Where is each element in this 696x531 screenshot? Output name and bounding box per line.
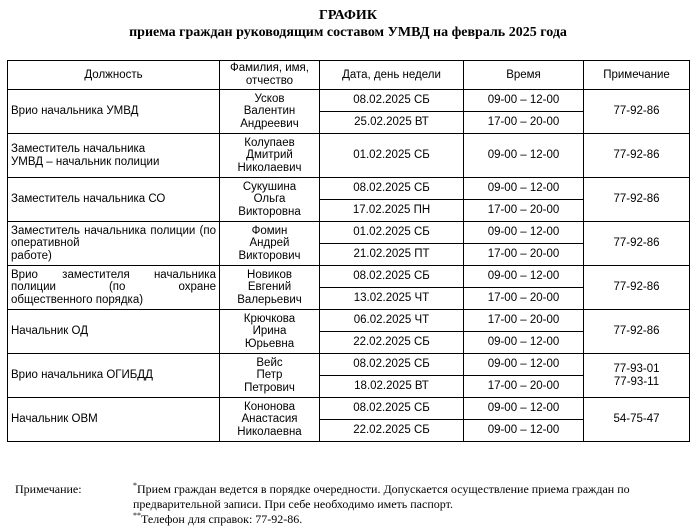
date-cell: 08.02.2025 СБ <box>320 178 464 200</box>
table-row <box>8 354 690 376</box>
date-cell: 22.02.2025 СБ <box>320 332 464 354</box>
position-cell: Начальник ОД <box>8 310 220 354</box>
time-cell: 17-00 – 20-00 <box>464 288 584 310</box>
table-row <box>8 310 690 332</box>
time-cell: 17-00 – 20-00 <box>464 112 584 134</box>
header-time: Время <box>464 61 584 90</box>
time-cell: 17-00 – 20-00 <box>464 376 584 398</box>
fio-cell: Сукушина Ольга Викторовна <box>220 178 320 222</box>
page-subtitle: приема граждан руководящим составом УМВД на февраль 2025 года <box>129 25 567 40</box>
table-row <box>8 266 690 288</box>
header-note: Примечание <box>584 61 690 90</box>
table-row <box>8 222 690 244</box>
footnote-text <box>133 482 683 527</box>
date-cell: 08.02.2025 СБ <box>320 354 464 376</box>
note-cell: 77-92-86 <box>584 310 690 354</box>
table-row <box>8 398 690 420</box>
position-cell: Начальник ОВМ <box>8 398 220 442</box>
position-cell: Врио начальника УМВД <box>8 90 220 134</box>
header-row <box>8 61 690 90</box>
footnote-label: Примечание: <box>15 482 82 496</box>
date-cell: 17.02.2025 ПН <box>320 200 464 222</box>
time-cell: 17-00 – 20-00 <box>464 244 584 266</box>
time-cell: 09-00 – 12-00 <box>464 134 584 178</box>
date-cell: 13.02.2025 ЧТ <box>320 288 464 310</box>
time-cell: 09-00 – 12-00 <box>464 266 584 288</box>
footnote-line-2: **Телефон для справок: 77-92-86. <box>133 511 303 526</box>
position-cell: Заместитель начальника УМВД – начальник полиции <box>8 134 220 178</box>
fio-cell: Новиков Евгений Валерьевич <box>220 266 320 310</box>
fio-cell: Вейс Петр Петрович <box>220 354 320 398</box>
header-position: Должность <box>8 61 220 90</box>
time-cell: 09-00 – 12-00 <box>464 178 584 200</box>
position-cell: Заместитель начальника СО <box>8 178 220 222</box>
header-date: Дата, день недели <box>320 61 464 90</box>
table-row <box>8 178 690 200</box>
time-cell: 09-00 – 12-00 <box>464 398 584 420</box>
note-cell: 54-75-47 <box>584 398 690 442</box>
time-cell: 09-00 – 12-00 <box>464 90 584 112</box>
schedule-table <box>7 60 690 442</box>
position-cell: Врио начальника ОГИБДД <box>8 354 220 398</box>
note-cell: 77-92-86 <box>584 222 690 266</box>
time-cell: 17-00 – 20-00 <box>464 200 584 222</box>
footnote-line-1: *Прием граждан ведется в порядке очередности. Допускается осуществление приема граждан по предварительной записи. При себе необходимо иметь паспорт. <box>133 481 630 511</box>
time-cell: 17-00 – 20-00 <box>464 310 584 332</box>
position-cell: Заместитель начальника полиции (по оперативной работе) <box>8 222 220 266</box>
time-cell: 09-00 – 12-00 <box>464 222 584 244</box>
date-cell: 21.02.2025 ПТ <box>320 244 464 266</box>
table-row <box>8 90 690 112</box>
date-cell: 18.02.2025 ВТ <box>320 376 464 398</box>
fio-cell: Кононова Анастасия Николаевна <box>220 398 320 442</box>
date-cell: 06.02.2025 ЧТ <box>320 310 464 332</box>
page-title: ГРАФИК <box>319 8 377 23</box>
fio-cell: Фомин Андрей Викторович <box>220 222 320 266</box>
date-cell: 08.02.2025 СБ <box>320 90 464 112</box>
date-cell: 22.02.2025 СБ <box>320 420 464 442</box>
date-cell: 08.02.2025 СБ <box>320 266 464 288</box>
note-cell: 77-92-86 <box>584 266 690 310</box>
date-cell: 01.02.2025 СБ <box>320 134 464 178</box>
fio-cell: Колупаев Дмитрий Николаевич <box>220 134 320 178</box>
date-cell: 08.02.2025 СБ <box>320 398 464 420</box>
date-cell: 25.02.2025 ВТ <box>320 112 464 134</box>
position-cell: Врио заместителя начальника полиции (по охране общественного порядка) <box>8 266 220 310</box>
time-cell: 09-00 – 12-00 <box>464 354 584 376</box>
fio-cell: Усков Валентин Андреевич <box>220 90 320 134</box>
table-row <box>8 134 690 178</box>
date-cell: 01.02.2025 СБ <box>320 222 464 244</box>
fio-cell: Крючкова Ирина Юрьевна <box>220 310 320 354</box>
time-cell: 09-00 – 12-00 <box>464 420 584 442</box>
time-cell: 09-00 – 12-00 <box>464 332 584 354</box>
note-cell: 77-92-86 <box>584 134 690 178</box>
header-fio: Фамилия, имя, отчество <box>220 61 320 90</box>
note-cell: 77-93-01 77-93-11 <box>584 354 690 398</box>
note-cell: 77-92-86 <box>584 90 690 134</box>
note-cell: 77-92-86 <box>584 178 690 222</box>
